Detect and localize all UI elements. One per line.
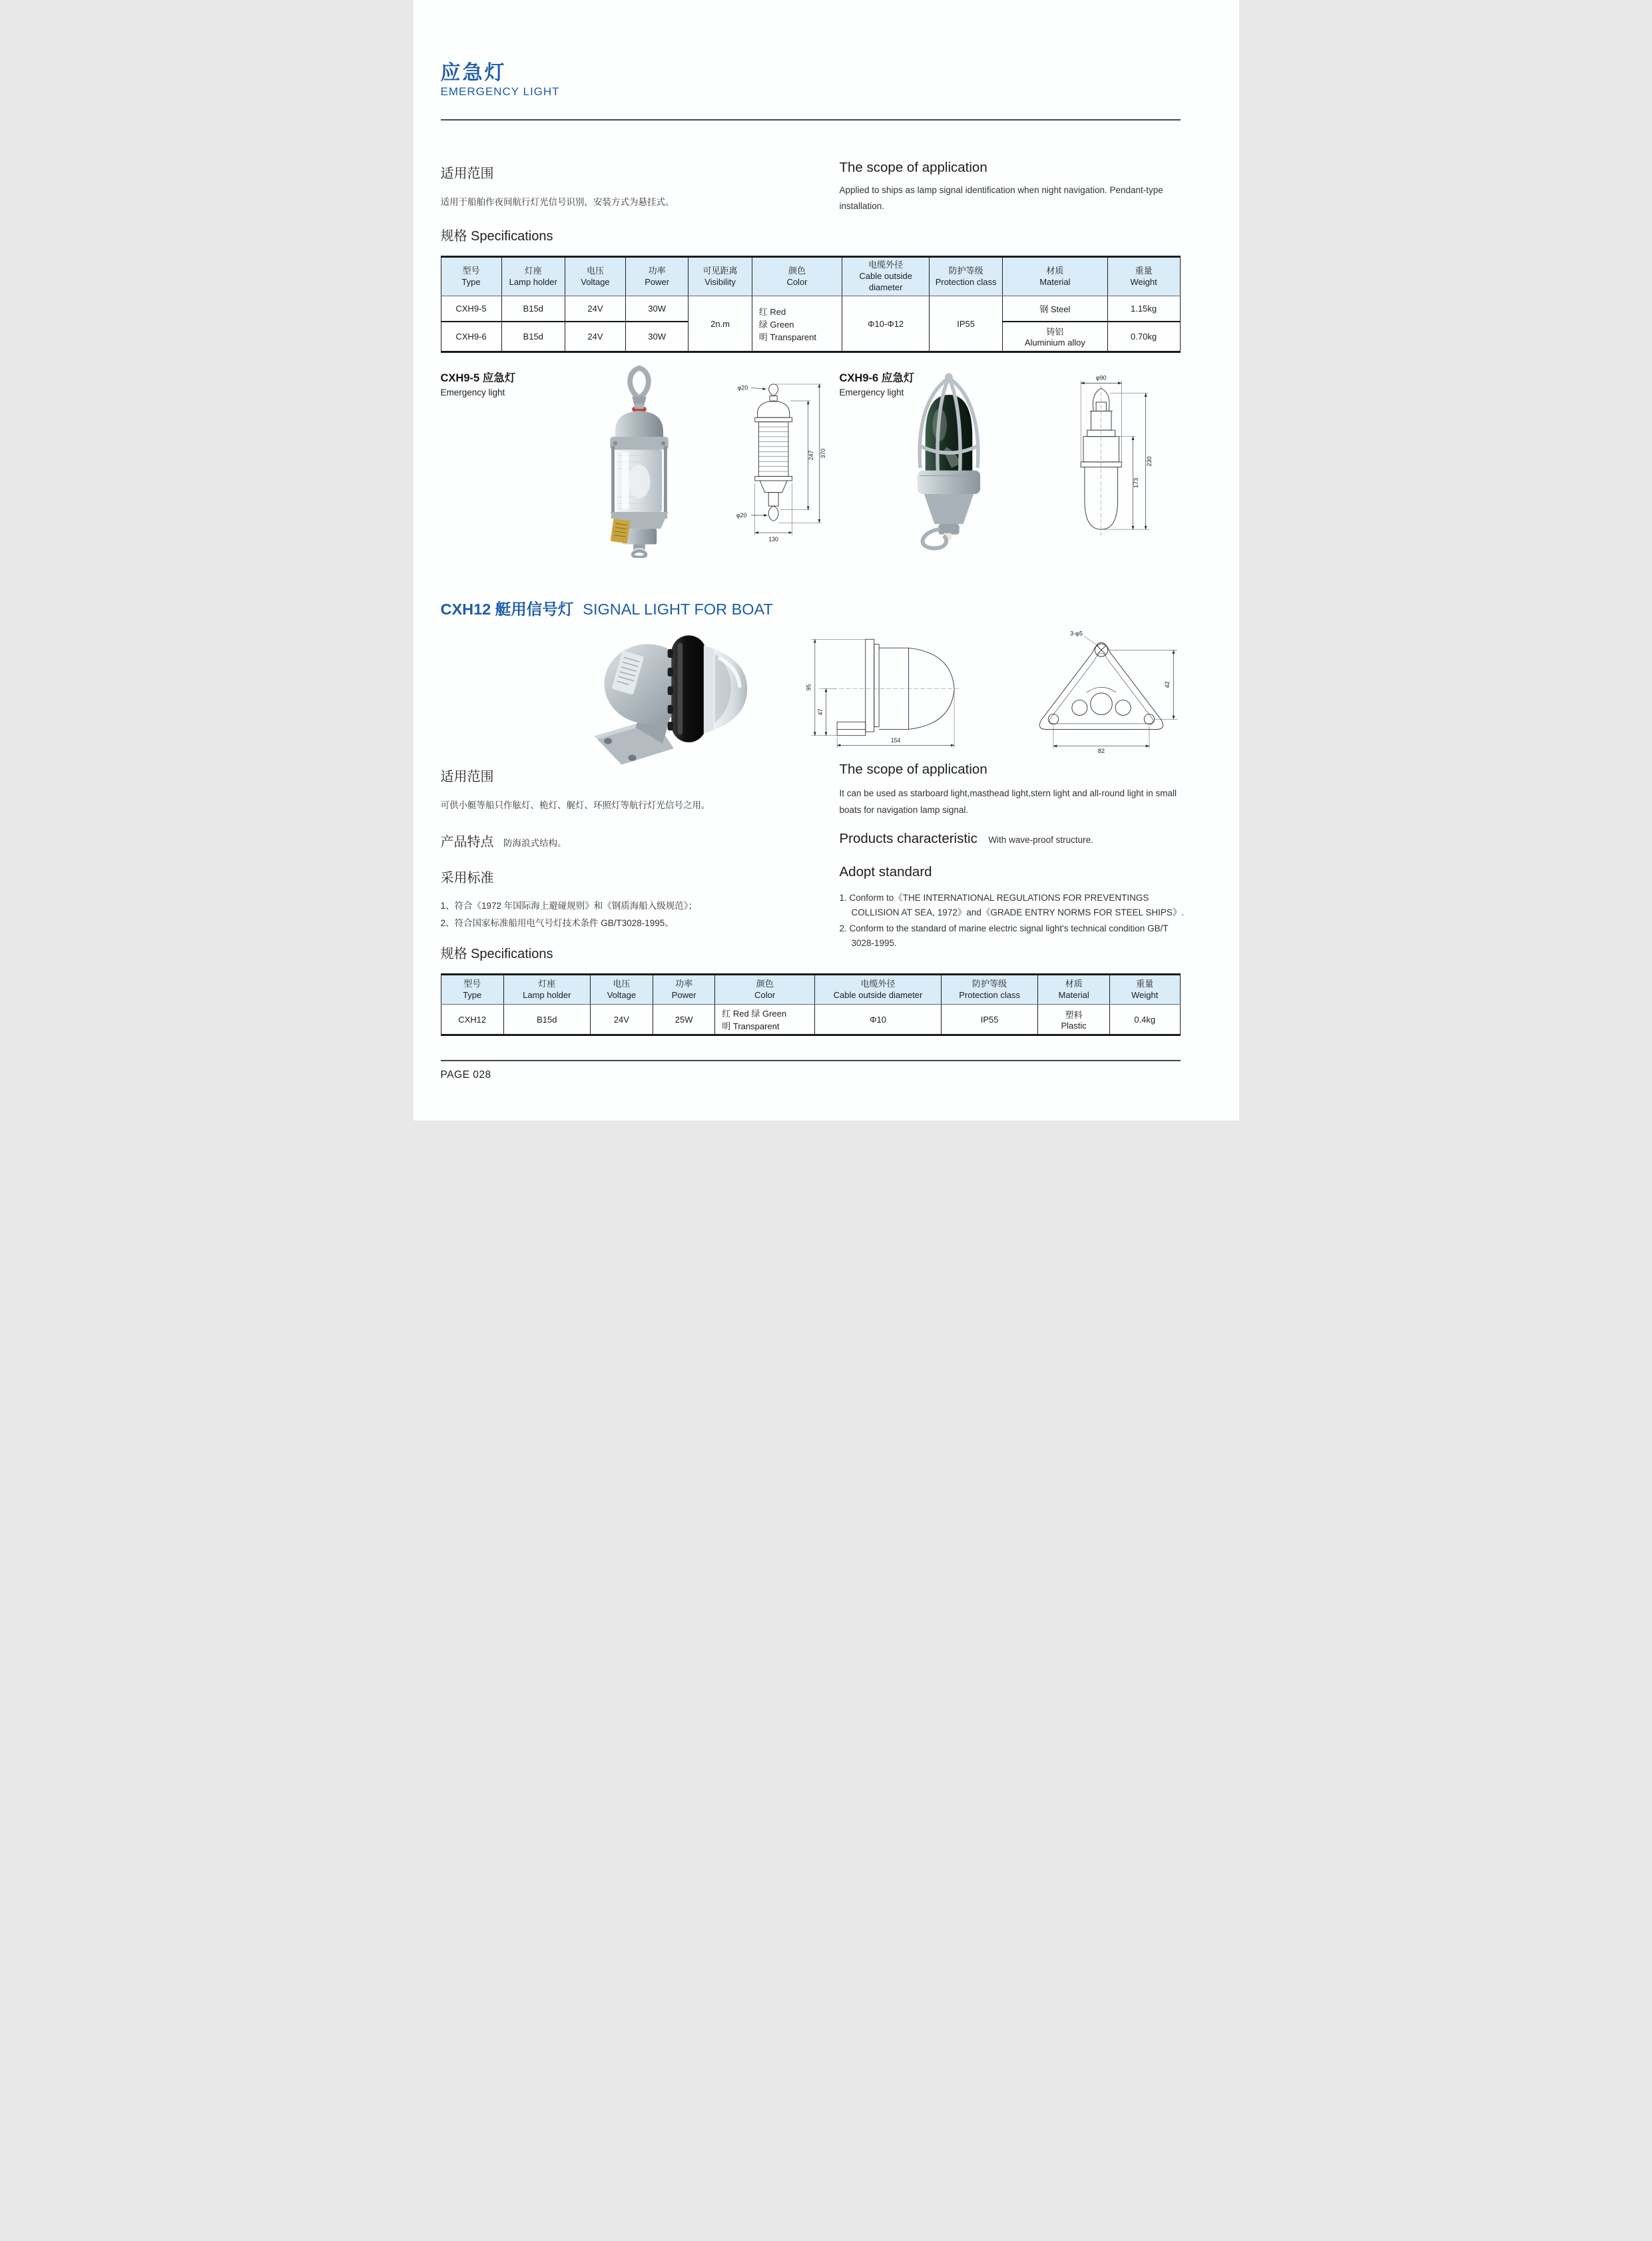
cell-power: 30W — [625, 296, 688, 322]
cxh9-6-label: CXH9-6 应急灯 — [839, 372, 915, 384]
cxh9-6-sublabel: Emergency light — [839, 387, 904, 397]
dim-3-phi5: 3-φ5 — [1069, 630, 1083, 637]
cell-cable: Φ10-Φ12 — [842, 296, 930, 352]
cell-material: 钢 Steel — [1003, 296, 1108, 322]
dim-247: 247 — [807, 450, 814, 461]
standard-zh-list — [441, 897, 820, 933]
col-type: 型号 Type — [441, 257, 501, 296]
cxh12-scope-zh-body: 可供小艇等船只作舷灯、桅灯、艉灯、环照灯等航行灯光信号之用。 — [440, 800, 710, 810]
cxh12-feature-zh — [441, 831, 567, 850]
dim-130: 130 — [768, 536, 778, 543]
col-power: 功率 Power — [653, 975, 715, 1005]
cxh12-scope-en-heading: The scope of application — [839, 762, 987, 777]
spec-table-1 — [441, 256, 1181, 353]
cxh9-5-photo — [575, 364, 703, 558]
col-voltage: 电压 Voltage — [590, 975, 653, 1005]
page-title-en: EMERGENCY LIGHT — [440, 85, 560, 98]
cxh9-5-sublabel: Emergency light — [440, 387, 505, 397]
cxh9-6-dimension-drawing — [1058, 374, 1166, 546]
cxh9-5-label: CXH9-5 应急灯 — [440, 372, 516, 384]
spec-table-2 — [441, 973, 1181, 1036]
feature-en-heading: Products characteristic — [839, 831, 977, 846]
standard-zh-item: 1、符合《1972 年国际海上避碰规则》和《钢质海船入级规范》； — [440, 901, 698, 911]
dim-173: 173 — [1132, 477, 1139, 488]
cell-type: CXH9-6 — [441, 322, 501, 352]
cell-color: 红 Red 绿 Green 明 Transparent — [752, 296, 842, 352]
cell-protection: IP55 — [941, 1005, 1037, 1035]
col-color: 颜色 Color — [752, 257, 842, 296]
scope-en-body: Applied to ships as lamp signal identification when night navigation. Pendant-type installation. — [839, 185, 1163, 212]
page-title-zh: 应急灯 — [440, 62, 507, 84]
header-divider — [441, 119, 1181, 121]
cxh12-feature-en — [840, 831, 1093, 847]
col-color: 颜色 Color — [715, 975, 815, 1005]
col-material: 材质 Material — [1003, 257, 1108, 296]
col-cable: 电缆外径 Cable outside diameter — [842, 257, 930, 296]
scope-zh-heading: 适用范围 — [440, 166, 494, 181]
col-type: 型号 Type — [441, 975, 503, 1005]
cxh12-title-zh: CXH12 艇用信号灯 — [440, 601, 574, 618]
cxh9-5-dimension-drawing — [735, 378, 840, 547]
scope-en-heading: The scope of application — [839, 160, 987, 175]
col-voltage: 电压 Voltage — [565, 257, 625, 296]
table2-row-cxh12 — [441, 1005, 1180, 1035]
cell-power: 25W — [653, 1005, 715, 1035]
dim-phi20-top: φ20 — [737, 384, 748, 391]
cell-power: 30W — [625, 322, 688, 352]
cxh12-photo — [559, 621, 752, 770]
col-cable: 电缆外径 Cable outside diameter — [815, 975, 942, 1005]
table1-row-cxh9-5 — [441, 296, 1180, 322]
cell-weight: 1.15kg — [1107, 296, 1180, 322]
cxh12-side-drawing — [805, 627, 971, 755]
table1-header-row — [441, 257, 1180, 296]
dim-phi90: φ90 — [1095, 374, 1107, 381]
col-weight: 重量 Weight — [1107, 257, 1180, 296]
col-material: 材质 Material — [1038, 975, 1110, 1005]
cell-material: 塑料 Plastic — [1038, 1005, 1110, 1035]
cxh12-section-title — [441, 597, 773, 619]
spec1-heading: 规格 Specifications — [440, 229, 553, 244]
cell-lamp-holder: B15d — [503, 1005, 590, 1035]
dim-42: 42 — [1163, 681, 1171, 688]
col-lamp-holder: 灯座 Lamp holder — [501, 257, 565, 296]
standard-zh-heading: 采用标准 — [440, 871, 494, 885]
cell-lamp-holder: B15d — [501, 296, 565, 322]
cell-lamp-holder: B15d — [501, 322, 565, 352]
cell-material: 铸铝 Aluminium alloy — [1003, 322, 1108, 352]
standard-en-heading: Adopt standard — [839, 864, 932, 879]
cell-weight: 0.4kg — [1109, 1005, 1180, 1035]
col-protection: 防护等级 Protection class — [941, 975, 1037, 1005]
standard-en-item: 2. Conform to the standard of marine electric signal light's technical condition GB/T 3028-1995. — [839, 923, 1169, 948]
spec2-heading: 规格 Specifications — [440, 947, 553, 961]
dim-370: 370 — [819, 448, 826, 459]
scope-zh-body: 适用于船舶作夜间航行灯光信号识别，安装方式为悬挂式。 — [440, 197, 675, 207]
feature-zh-heading: 产品特点 — [440, 835, 494, 850]
col-lamp-holder: 灯座 Lamp holder — [503, 975, 590, 1005]
dim-82: 82 — [1097, 748, 1105, 755]
cell-type: CXH9-5 — [441, 296, 501, 322]
dim-230: 230 — [1145, 456, 1153, 467]
cell-type: CXH12 — [441, 1005, 503, 1035]
page-number: PAGE 028 — [440, 1069, 491, 1081]
cell-voltage: 24V — [565, 322, 625, 352]
standard-en-item: 1. Conform to《THE INTERNATIONAL REGULATIONS FOR PREVENTINGS COLLISION AT SEA, 1972》and《GRADE ENTRY NORMS FOR STEEL SHIPS》. — [839, 893, 1185, 917]
cell-cable: Φ10 — [815, 1005, 942, 1035]
dim-phi20-bottom: φ20 — [736, 511, 746, 519]
cxh9-6-photo — [884, 368, 1014, 553]
dim-47: 47 — [816, 708, 824, 716]
col-protection: 防护等级 Protection class — [930, 257, 1003, 296]
standard-zh-item: 2、符合国家标准船用电气号灯技术条件 GB/T3028-1995。 — [440, 918, 674, 929]
col-weight: 重量 Weight — [1109, 975, 1180, 1005]
catalog-page — [413, 0, 1239, 1120]
cell-color: 红 Red 绿 Green 明 Transparent — [715, 1005, 815, 1035]
cxh12-scope-zh-heading: 适用范围 — [440, 770, 494, 784]
cxh12-scope-en-body: It can be used as starboard light,masthead light,stern light and all-round light in small boats for navigation lamp signal. — [839, 788, 1177, 815]
dim-154: 154 — [890, 736, 900, 744]
cell-voltage: 24V — [565, 296, 625, 322]
cell-weight: 0.70kg — [1107, 322, 1180, 352]
standard-en-list — [840, 891, 1185, 952]
cell-visibility: 2n.m — [688, 296, 752, 352]
cxh12-title-en: SIGNAL LIGHT FOR BOAT — [583, 601, 773, 618]
feature-en-note: With wave-proof structure. — [988, 835, 1093, 845]
dim-95: 95 — [804, 684, 812, 691]
col-visibility: 可见距离 Visibility — [688, 257, 752, 296]
col-power: 功率 Power — [625, 257, 688, 296]
table2-header-row — [441, 975, 1180, 1005]
cxh12-bracket-drawing — [1007, 627, 1195, 755]
cell-voltage: 24V — [590, 1005, 653, 1035]
feature-zh-note: 防海浪式结构。 — [503, 838, 567, 848]
cell-protection: IP55 — [930, 296, 1003, 352]
footer-divider — [441, 1060, 1181, 1061]
